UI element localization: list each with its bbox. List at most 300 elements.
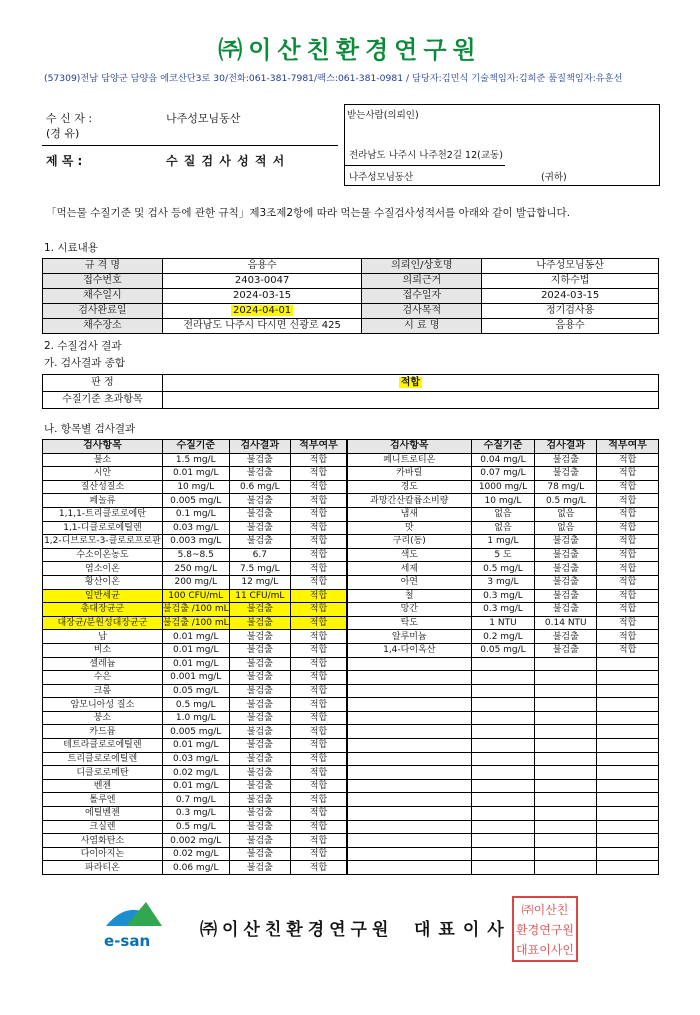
table-row: [348, 766, 659, 780]
item-name: [348, 657, 472, 671]
item-name: 테트라클로로에틸렌: [43, 739, 163, 753]
item-standard: [471, 684, 535, 698]
item-standard: 없음: [471, 507, 535, 521]
sample-row: [43, 304, 659, 319]
items-header-row: [348, 440, 659, 454]
table-row: [43, 521, 347, 535]
honorific: (귀하): [541, 172, 567, 183]
item-verdict: [597, 739, 659, 753]
sample-label: 시 료 명: [362, 319, 482, 334]
item-standard: [471, 671, 535, 685]
item-standard: 0.01 mg/L: [162, 657, 229, 671]
item-name: 황산이온: [43, 575, 163, 589]
table-row: [43, 616, 347, 630]
item-name: 트리클로로에틸렌: [43, 752, 163, 766]
item-verdict: 적합: [290, 630, 346, 644]
item-result: 불검출: [229, 711, 290, 725]
item-result: 불검출: [229, 467, 290, 481]
item-verdict: 적합: [290, 616, 346, 630]
item-standard: 1.5 mg/L: [162, 453, 229, 467]
result-sub-heading: 가. 검사결과 종합: [44, 357, 126, 369]
table-row: [348, 630, 659, 644]
sample-label: 검사목적: [362, 304, 482, 319]
sample-value: 나주성모님동산: [482, 259, 659, 274]
judgement-label: 판 정: [43, 375, 163, 392]
item-name: 1,2-디브로모-3-클로로프로판: [44, 536, 161, 547]
item-verdict: 적합: [290, 711, 346, 725]
judgement-value: 적합: [400, 377, 421, 388]
item-name: 탁도: [348, 616, 472, 630]
item-standard: 0.7 mg/L: [162, 793, 229, 807]
sample-table: [42, 258, 659, 334]
table-row: [43, 630, 347, 644]
item-standard: 0.05 mg/L: [471, 643, 535, 657]
item-verdict: 적합: [597, 494, 659, 508]
item-name: 1,1,1-트리클로로에탄: [43, 507, 163, 521]
item-name: 대장균/분원성대장균군: [43, 616, 163, 630]
column-header: 검사결과: [229, 440, 290, 454]
table-row: [43, 453, 347, 467]
item-standard: 5.8~8.5: [162, 548, 229, 562]
divider: [42, 145, 338, 146]
item-name: [348, 779, 472, 793]
item-result: 불검출: [229, 766, 290, 780]
item-verdict: 적합: [290, 643, 346, 657]
item-name: 일반세균: [43, 589, 163, 603]
item-name: 색도: [348, 548, 472, 562]
sample-label: 접수번호: [43, 274, 163, 289]
sample-label: 채수장소: [43, 319, 163, 334]
table-row: [43, 698, 347, 712]
item-standard: 0.2 mg/L: [471, 630, 535, 644]
item-standard: [471, 861, 535, 875]
item-name: 망간: [348, 603, 472, 617]
table-row: [43, 589, 347, 603]
item-result: 불검출: [229, 847, 290, 861]
receiver-name: 나주성모님동산: [349, 172, 414, 183]
item-standard: 0.5 mg/L: [162, 698, 229, 712]
table-row: [43, 861, 347, 875]
sample-label: 접수일자: [362, 289, 482, 304]
seal-line-3: 대표이사인: [516, 943, 574, 957]
item-result: 불검출: [229, 779, 290, 793]
item-verdict: 적합: [597, 589, 659, 603]
item-verdict: [597, 657, 659, 671]
item-verdict: 적합: [597, 535, 659, 549]
column-header: 적부여부: [290, 440, 346, 454]
item-standard: 0.3 mg/L: [471, 603, 535, 617]
table-row: [348, 793, 659, 807]
item-name: 1,1-디클로로에틸렌: [43, 521, 163, 535]
table-row: [348, 453, 659, 467]
item-verdict: 적합: [290, 521, 346, 535]
table-row: [43, 643, 347, 657]
item-name: [348, 766, 472, 780]
item-verdict: 적합: [290, 575, 346, 589]
item-verdict: 적합: [290, 562, 346, 576]
item-verdict: 적합: [597, 548, 659, 562]
item-result: 12 mg/L: [229, 575, 290, 589]
item-result: 불검출: [229, 793, 290, 807]
item-standard: 0.5 mg/L: [162, 820, 229, 834]
item-result: 없음: [535, 521, 597, 535]
completion-date: 2024-04-01: [233, 305, 292, 316]
item-result: 없음: [535, 507, 597, 521]
logo-text: e-san: [104, 932, 151, 950]
item-standard: [471, 725, 535, 739]
item-verdict: [597, 725, 659, 739]
item-standard: [471, 820, 535, 834]
sample-value: [162, 304, 362, 319]
item-result: 불검출: [535, 589, 597, 603]
item-verdict: 적합: [597, 616, 659, 630]
item-result: 불검출: [229, 820, 290, 834]
item-result: 불검출: [535, 603, 597, 617]
item-standard: 0.003 mg/L: [162, 535, 229, 549]
item-result: 불검출: [229, 752, 290, 766]
column-header: 수질기준: [162, 440, 229, 454]
table-row: [348, 807, 659, 821]
sample-value: 지하수법: [482, 274, 659, 289]
item-result: 0.6 mg/L: [229, 480, 290, 494]
item-standard: 0.1 mg/L: [162, 507, 229, 521]
table-row: [43, 725, 347, 739]
item-result: [535, 834, 597, 848]
sample-value: 전라남도 나주시 다시면 신광로 425: [162, 319, 362, 334]
table-row: [43, 684, 347, 698]
item-result: 불검출: [229, 603, 290, 617]
column-header: 검사결과: [535, 440, 597, 454]
item-name: 경도: [348, 480, 472, 494]
table-row: [348, 861, 659, 875]
item-result: 불검출: [229, 725, 290, 739]
sample-value: 음용수: [482, 319, 659, 334]
item-standard: 0.005 mg/L: [162, 725, 229, 739]
item-result: 불검출: [229, 671, 290, 685]
item-result: [535, 671, 597, 685]
table-row: [43, 847, 347, 861]
item-name: 시안: [43, 467, 163, 481]
company-seal: [512, 896, 578, 962]
item-name: 암모니아성 질소: [43, 698, 163, 712]
table-row: [43, 752, 347, 766]
item-standard: 0.03 mg/L: [162, 752, 229, 766]
item-name: [348, 861, 472, 875]
item-verdict: 적합: [290, 793, 346, 807]
sample-row: [43, 259, 659, 274]
table-row: [348, 643, 659, 657]
item-name: [348, 725, 472, 739]
item-standard: [471, 739, 535, 753]
item-verdict: 적합: [597, 453, 659, 467]
table-row: [43, 793, 347, 807]
recipient-label: 수 신 자 :: [46, 112, 93, 125]
item-result: [535, 807, 597, 821]
sample-heading: 1. 시료내용: [44, 242, 98, 254]
item-verdict: [597, 847, 659, 861]
item-standard: 0.02 mg/L: [162, 766, 229, 780]
item-standard: 0.04 mg/L: [471, 453, 535, 467]
item-verdict: 적합: [290, 548, 346, 562]
item-standard: [471, 766, 535, 780]
item-name: [348, 698, 472, 712]
table-row: [43, 779, 347, 793]
table-row: [348, 507, 659, 521]
table-row: [43, 467, 347, 481]
sample-label: 의뢰근거: [362, 274, 482, 289]
item-result: 불검출: [229, 657, 290, 671]
item-verdict: [597, 779, 659, 793]
item-name: 파라티온: [43, 861, 163, 875]
item-name: 디클로로메탄: [43, 766, 163, 780]
item-standard: 0.5 mg/L: [471, 562, 535, 576]
item-result: 불검출: [229, 494, 290, 508]
sample-value: 정기검사용: [482, 304, 659, 319]
item-name: 페니트로티온: [348, 453, 472, 467]
item-verdict: 적합: [290, 779, 346, 793]
table-row: [348, 698, 659, 712]
item-result: 불검출: [535, 548, 597, 562]
table-row: [43, 739, 347, 753]
item-result: [535, 739, 597, 753]
table-row: [43, 834, 347, 848]
item-name: 철: [348, 589, 472, 603]
item-verdict: 적합: [290, 684, 346, 698]
item-standard: 200 mg/L: [162, 575, 229, 589]
item-name: 납: [43, 630, 163, 644]
item-verdict: [597, 711, 659, 725]
item-name: 총대장균군: [43, 603, 163, 617]
item-name: 수은: [43, 671, 163, 685]
items-table-left: [42, 439, 347, 875]
table-row: [43, 671, 347, 685]
item-verdict: [597, 820, 659, 834]
table-row: [348, 711, 659, 725]
item-standard: [471, 834, 535, 848]
table-row: [43, 507, 347, 521]
item-standard: [471, 807, 535, 821]
intro-text: 「먹는물 수질기준 및 검사 등에 관한 규칙」제3조제2항에 따라 먹는물 수질검사성적서를 아래와 같이 발급합니다.: [46, 207, 571, 219]
item-verdict: 적합: [290, 507, 346, 521]
item-name: 크실렌: [43, 820, 163, 834]
table-row: [43, 820, 347, 834]
item-verdict: 적합: [290, 807, 346, 821]
item-name: 톨루엔: [43, 793, 163, 807]
column-header: 검사항목: [43, 440, 163, 454]
table-row: [43, 807, 347, 821]
item-standard: 0.02 mg/L: [162, 847, 229, 861]
item-standard: 0.001 mg/L: [162, 671, 229, 685]
item-standard: 5 도: [471, 548, 535, 562]
item-result: 7.5 mg/L: [229, 562, 290, 576]
item-verdict: 적합: [290, 603, 346, 617]
item-verdict: 적합: [290, 847, 346, 861]
item-result: 불검출: [535, 453, 597, 467]
sample-row: [43, 289, 659, 304]
subject-label: 제 목 :: [46, 154, 83, 168]
table-row: [43, 657, 347, 671]
item-standard: 0.06 mg/L: [162, 861, 229, 875]
table-row: [348, 562, 659, 576]
item-name: 구리(동): [348, 535, 472, 549]
item-verdict: 적합: [290, 739, 346, 753]
item-verdict: 적합: [290, 494, 346, 508]
item-verdict: [597, 671, 659, 685]
table-row: [43, 575, 347, 589]
sample-value: 2024-03-15: [482, 289, 659, 304]
item-name: 벤젠: [43, 779, 163, 793]
item-result: [535, 725, 597, 739]
item-result: [535, 752, 597, 766]
item-name: 붕소: [43, 711, 163, 725]
item-name: 질산성질소: [43, 480, 163, 494]
sample-label: 의뢰인/상호명: [362, 259, 482, 274]
item-verdict: [597, 684, 659, 698]
table-row: [348, 725, 659, 739]
table-row: [348, 847, 659, 861]
item-verdict: 적합: [290, 752, 346, 766]
item-name: 카드뮴: [43, 725, 163, 739]
table-row: [43, 603, 347, 617]
item-verdict: 적합: [597, 603, 659, 617]
items-heading: 나. 항목별 검사결과: [44, 423, 136, 435]
item-standard: 0.3 mg/L: [162, 807, 229, 821]
item-standard: 0.03 mg/L: [162, 521, 229, 535]
sample-value: 음용수: [162, 259, 362, 274]
sample-value: 2403-0047: [162, 274, 362, 289]
table-row: [43, 548, 347, 562]
item-result: [535, 779, 597, 793]
item-name: 비소: [43, 643, 163, 657]
table-row: [348, 548, 659, 562]
item-result: 불검출: [229, 834, 290, 848]
logo-mark-icon: [104, 900, 164, 930]
item-name: 셀레늄: [43, 657, 163, 671]
item-standard: 0.3 mg/L: [471, 589, 535, 603]
item-name: [348, 739, 472, 753]
sample-label: 채수일시: [43, 289, 163, 304]
item-verdict: [597, 861, 659, 875]
item-verdict: [597, 793, 659, 807]
item-standard: [471, 698, 535, 712]
result-heading: 2. 수질검사 결과: [44, 340, 122, 352]
item-result: 불검출: [229, 453, 290, 467]
subject-value: 수 질 검 사 성 적 서: [166, 154, 286, 168]
seal-line-1: ㈜이산친: [521, 903, 569, 917]
item-standard: 3 mg/L: [471, 575, 535, 589]
column-header: 검사항목: [348, 440, 472, 454]
item-standard: 0.05 mg/L: [162, 684, 229, 698]
via-label: (경 유): [46, 127, 80, 140]
item-name: [348, 834, 472, 848]
item-verdict: 적합: [597, 643, 659, 657]
item-standard: 불검출 /100 mL: [162, 604, 229, 615]
table-row: [348, 467, 659, 481]
item-standard: [471, 779, 535, 793]
item-standard: 0.07 mg/L: [471, 467, 535, 481]
esan-logo: [104, 900, 164, 948]
table-row: [43, 494, 347, 508]
table-row: [348, 820, 659, 834]
receiver-box: [344, 104, 660, 186]
item-name: [348, 711, 472, 725]
summary-table: [42, 374, 659, 409]
item-name: [348, 684, 472, 698]
item-result: 0.14 NTU: [535, 616, 597, 630]
sample-label: 규 격 명: [43, 259, 163, 274]
items-table-right: [347, 439, 659, 875]
item-name: 페놀류: [43, 494, 163, 508]
item-verdict: 적합: [597, 467, 659, 481]
table-row: [348, 752, 659, 766]
item-result: 78 mg/L: [535, 480, 597, 494]
column-header: 적부여부: [597, 440, 659, 454]
receiver-address: 전라남도 나주시 나주천2길 12(교동): [349, 150, 503, 161]
sample-value: 2024-03-15: [162, 289, 362, 304]
item-name: [348, 807, 472, 821]
table-row: [348, 480, 659, 494]
item-result: 불검출: [535, 467, 597, 481]
table-row: [43, 711, 347, 725]
item-standard: 250 mg/L: [162, 562, 229, 576]
exceed-label: 수질기준 초과항목: [43, 392, 163, 409]
item-name: 맛: [348, 521, 472, 535]
item-standard: 100 CFU/mL: [162, 589, 229, 603]
table-row: [43, 535, 347, 549]
item-result: [535, 861, 597, 875]
item-verdict: [597, 766, 659, 780]
item-result: 불검출: [535, 575, 597, 589]
item-standard: [471, 752, 535, 766]
item-verdict: 적합: [290, 657, 346, 671]
item-verdict: 적합: [290, 725, 346, 739]
item-verdict: 적합: [290, 535, 346, 549]
item-name: 카바릴: [348, 467, 472, 481]
item-verdict: 적합: [290, 766, 346, 780]
table-row: [348, 589, 659, 603]
item-verdict: 적합: [290, 453, 346, 467]
item-name: 1,4-다이옥산: [348, 643, 472, 657]
item-name: 아연: [348, 575, 472, 589]
item-standard: 0.01 mg/L: [162, 643, 229, 657]
item-verdict: 적합: [597, 630, 659, 644]
item-result: 불검출: [229, 507, 290, 521]
sample-row: [43, 319, 659, 334]
column-header: 수질기준: [471, 440, 535, 454]
item-verdict: [597, 698, 659, 712]
item-result: 불검출: [229, 630, 290, 644]
item-name: 불소: [43, 453, 163, 467]
item-standard: 1000 mg/L: [471, 480, 535, 494]
item-standard: 불검출 /100 mL: [162, 618, 229, 629]
item-name: [348, 820, 472, 834]
item-standard: [471, 657, 535, 671]
org-address: (57309)전남 담양군 담양읍 에코산단3로 30/전화:061-381-7981/팩스:061-381-0981 / 담당자:김민식 기술책임자:김희준 품질책임자:유훈선: [44, 73, 623, 84]
item-name: [348, 793, 472, 807]
item-result: 불검출: [535, 630, 597, 644]
item-verdict: [597, 834, 659, 848]
item-result: 불검출: [229, 807, 290, 821]
item-name: 알루미늄: [348, 630, 472, 644]
item-name: 과망간산칼륨소비량: [348, 494, 472, 508]
item-result: 0.5 mg/L: [535, 494, 597, 508]
item-verdict: 적합: [597, 507, 659, 521]
item-standard: 0.01 mg/L: [162, 779, 229, 793]
item-name: 사염화탄소: [43, 834, 163, 848]
item-name: 염소이온: [43, 562, 163, 576]
item-verdict: 적합: [290, 698, 346, 712]
item-name: 세제: [348, 562, 472, 576]
